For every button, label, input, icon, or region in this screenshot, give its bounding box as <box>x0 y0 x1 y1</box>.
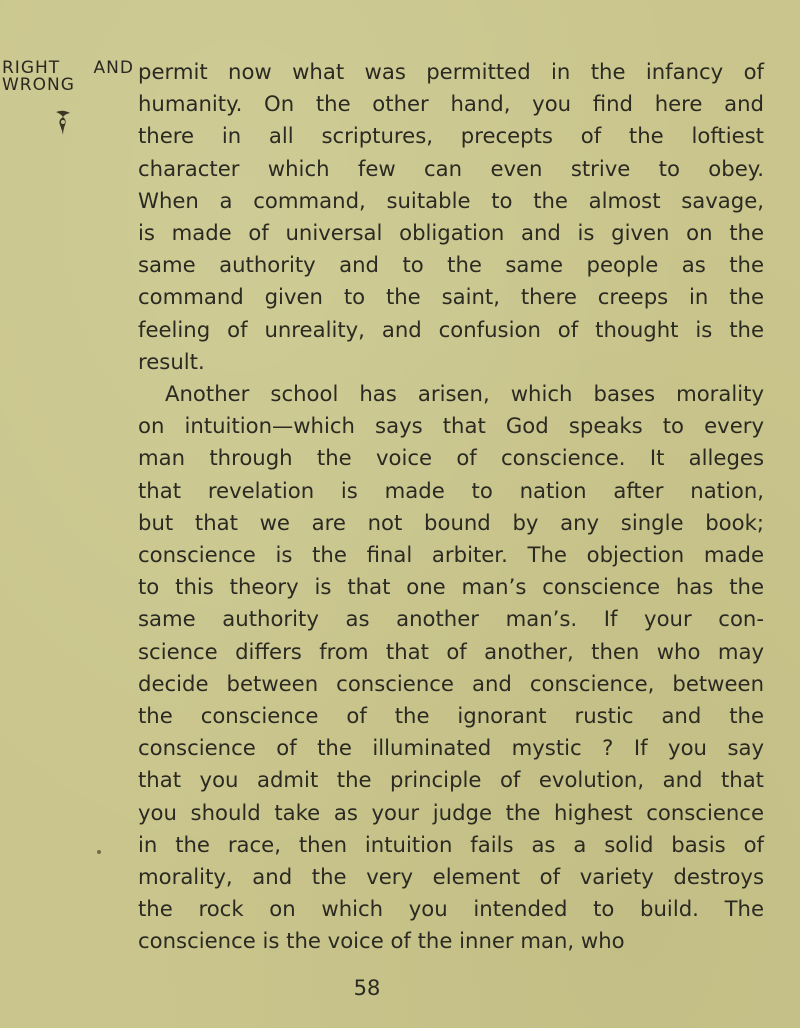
page-number-text: 58 <box>353 976 381 1000</box>
text-line: in the race, then intuition fails as a solid basis of <box>138 831 764 857</box>
body-text <box>138 56 764 958</box>
text-line: permit now what was permitted in the infancy of <box>138 59 764 84</box>
page-number <box>0 976 800 1000</box>
text-line: conscience is the final arbiter. The objection made <box>138 542 764 568</box>
paragraph-2 <box>138 378 764 958</box>
text-line: conscience is the voice of the inner man, who <box>138 928 625 954</box>
text-line: humanity. On the other hand, you find here and <box>138 91 764 117</box>
text-line: there in all scriptures, precepts of the loftiest <box>138 123 764 149</box>
text-line: same authority and to the same people as the <box>138 252 764 278</box>
paper-speck <box>97 850 101 854</box>
text-line: that you admit the principle of evolution, and that <box>138 767 764 793</box>
text-line: same authority as another man’s. If your con- <box>138 606 764 632</box>
text-line: that revelation is made to nation after nation, <box>138 477 764 503</box>
text-line: morality, and the very element of variety destroys <box>138 864 764 890</box>
text-line: command given to the saint, there creeps in the <box>138 284 764 310</box>
lamp-ornament-icon <box>52 110 74 136</box>
text-line: conscience of the illuminated mystic ? If you say <box>138 735 764 761</box>
text-line: character which few can even strive to obey. <box>138 155 764 181</box>
text-line: the conscience of the ignorant rustic and the <box>138 703 764 729</box>
running-head-line-1: RIGHT AND <box>2 58 134 78</box>
paragraph-1 <box>138 56 764 378</box>
text-line: result. <box>138 348 205 374</box>
text-line: man through the voice of conscience. It alleges <box>138 445 764 471</box>
text-line: the rock on which you intended to build. The <box>138 896 764 922</box>
text-line: but that we are not bound by any single book; <box>138 509 764 535</box>
running-head <box>2 60 134 94</box>
text-line: decide between conscience and conscience, between <box>138 670 764 696</box>
text-line: When a command, suitable to the almost savage, <box>138 187 764 213</box>
text-line: science differs from that of another, then who may <box>138 638 764 664</box>
text-line: Another school has arisen, which bases morality <box>165 381 764 407</box>
text-line: feeling of unreality, and confusion of thought is the <box>138 316 764 342</box>
text-line: is made of universal obligation and is given on the <box>138 220 764 246</box>
text-line: you should take as your judge the highest conscience <box>138 799 764 825</box>
running-head-line-2: WRONG <box>2 75 75 95</box>
text-line: on intuition—which says that God speaks to every <box>138 413 764 439</box>
text-line: to this theory is that one man’s conscience has the <box>138 574 764 600</box>
